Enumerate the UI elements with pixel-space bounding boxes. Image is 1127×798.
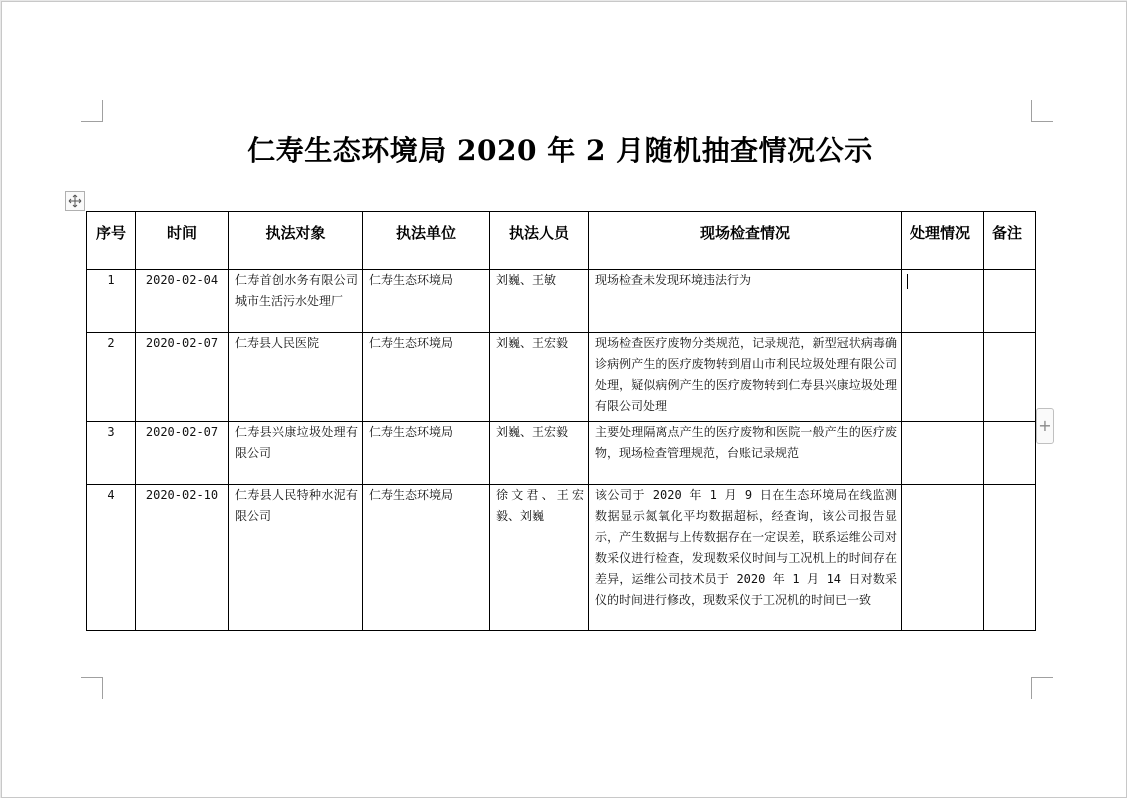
cell-inspection[interactable]: 该公司于 2020 年 1 月 9 日在生态环境局在线监测数据显示氮氧化平均数据超标，经查询，该公司报告显示，产生数据与上传数据存在一定误差，联系运维公司对数采仪进行检查，发现数采仪时间与工况机上的时间存在差异，运维公司技术员于 2020 年 1 月 14 日对数采仪的时间进行修改，现数采仪于工况机的时间已一致 [589,485,902,631]
cell-target[interactable]: 仁寿县人民特种水泥有限公司 [229,485,363,631]
text-cursor [907,274,908,289]
table-header-row [87,212,1036,270]
cell-unit[interactable]: 仁寿生态环境局 [363,422,490,485]
cell-date[interactable]: 2020-02-04 [136,270,229,333]
cell-handling[interactable] [902,333,984,422]
cell-staff[interactable]: 徐文君、王宏毅、刘巍 [490,485,589,631]
cell-remarks[interactable] [984,333,1036,422]
cell-date[interactable]: 2020-02-07 [136,333,229,422]
header-staff[interactable]: 执法人员 [490,212,589,270]
margin-corner-bottom-right [1031,677,1053,699]
header-handling[interactable]: 处理情况 [902,212,984,270]
margin-corner-top-right [1031,100,1053,122]
table-row [87,485,1036,631]
cell-inspection[interactable]: 主要处理隔离点产生的医疗废物和医院一般产生的医疗废物，现场检查管理规范，台账记录规范 [589,422,902,485]
cell-staff[interactable]: 刘巍、王宏毅 [490,422,589,485]
cell-date[interactable]: 2020-02-07 [136,422,229,485]
cell-handling[interactable] [902,270,984,333]
margin-corner-bottom-left [81,677,103,699]
cell-seq[interactable]: 4 [87,485,136,631]
table-row [87,422,1036,485]
header-seq[interactable]: 序号 [87,212,136,270]
cell-remarks[interactable] [984,270,1036,333]
cell-seq[interactable]: 1 [87,270,136,333]
cell-seq[interactable]: 2 [87,333,136,422]
cell-seq[interactable]: 3 [87,422,136,485]
header-remarks[interactable]: 备注 [984,212,1036,270]
cell-target[interactable]: 仁寿县人民医院 [229,333,363,422]
cell-remarks[interactable] [984,422,1036,485]
cell-target[interactable]: 仁寿首创水务有限公司城市生活污水处理厂 [229,270,363,333]
table-row [87,270,1036,333]
cell-remarks[interactable] [984,485,1036,631]
cell-date[interactable]: 2020-02-10 [136,485,229,631]
cell-unit[interactable]: 仁寿生态环境局 [363,485,490,631]
header-target[interactable]: 执法对象 [229,212,363,270]
cell-handling[interactable] [902,422,984,485]
table-row [87,333,1036,422]
cell-handling[interactable] [902,485,984,631]
inspection-table [86,211,1036,631]
cell-unit[interactable]: 仁寿生态环境局 [363,333,490,422]
cell-staff[interactable]: 刘巍、王宏毅 [490,333,589,422]
cell-unit[interactable]: 仁寿生态环境局 [363,270,490,333]
add-column-icon[interactable]: + [1036,408,1054,444]
header-inspection[interactable]: 现场检查情况 [589,212,902,270]
cell-target[interactable]: 仁寿县兴康垃圾处理有限公司 [229,422,363,485]
document-title[interactable]: 仁寿生态环境局 2020 年 2 月随机抽查情况公示 [247,134,873,167]
header-unit[interactable]: 执法单位 [363,212,490,270]
table-move-icon[interactable] [65,191,85,211]
header-date[interactable]: 时间 [136,212,229,270]
margin-corner-top-left [81,100,103,122]
cell-staff[interactable]: 刘巍、王敏 [490,270,589,333]
cell-inspection[interactable]: 现场检查未发现环境违法行为 [589,270,902,333]
cell-inspection[interactable]: 现场检查医疗废物分类规范，记录规范，新型冠状病毒确诊病例产生的医疗废物转到眉山市利民垃圾处理有限公司处理，疑似病例产生的医疗废物转到仁寿县兴康垃圾处理有限公司处理 [589,333,902,422]
